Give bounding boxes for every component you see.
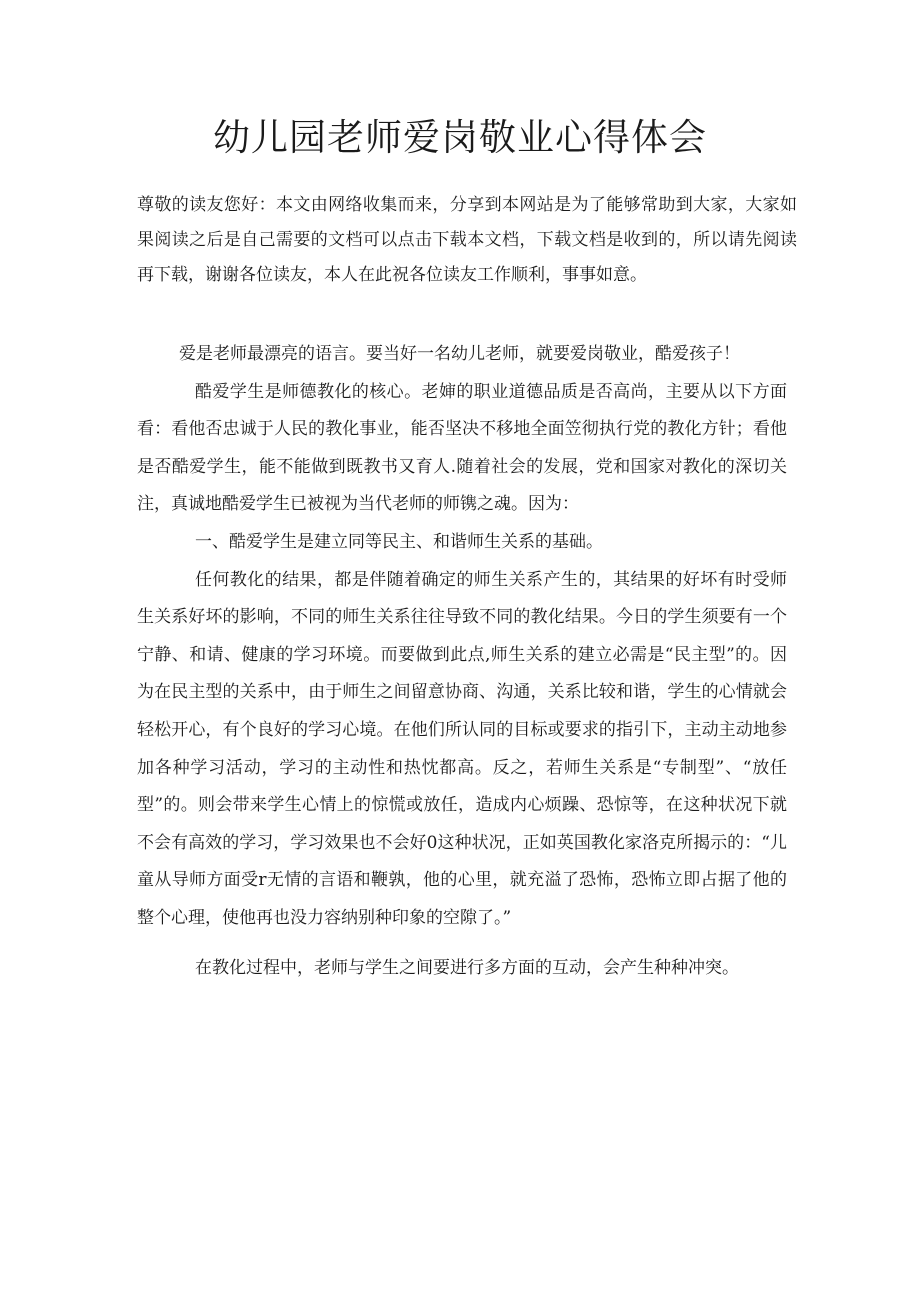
paragraph-opening: 爱是老师最漂亮的语言。要当好一名幼儿老师，就要爱岗敬业，酷爱孩子！ <box>179 344 740 364</box>
intro-notice: 尊敬的读友您好：本文由网络收集而来，分享到本网站是为了能够常助到大家，大家如果阅读之后是自己需要的文档可以点击下载本文档，下载文档是收到的，所以请先阅读再下载，谢谢各位读友，本人在此祝各位读友工作顺利，事事如意。 <box>137 195 797 285</box>
paragraph-interaction: 在教化过程中，老师与学生之间要进行多方面的互动，会产生种种冲突。 <box>195 957 739 978</box>
paragraph-core: 酷爱学生是师德教化的核心。老婶的职业道德品质是否高尚，主要从以下方面看：看他否忠诚于人民的教化事业，能否坚决不移地全面笠彻执行党的教化方针；看他是否酷爱学生，能不能做到既教书又育人.随着社会的发展，党和国家对教化的深切关注，真诚地酷爱学生已被视为当代老师的师镌之魂。因为： <box>137 381 787 515</box>
page-title: 幼儿园老师爱岗敬业心得体会 <box>213 116 707 159</box>
article-body <box>137 336 787 987</box>
paragraph-heading-one: 一、酷爱学生是建立同等民主、和谐师生关系的基础。 <box>195 531 603 552</box>
paragraph-relationship: 任何教化的结果，都是伴随着确定的师生关系产生的，其结果的好坏有时受师生关系好坏的影响，不同的师生关系往往导致不同的教化结果。今日的学生须要有一个宁静、和请、健康的学习环境。而要做到此点,师生关系的建立必需是“民主型”的。因为在民主型的关系中，由于师生之间留意协商、沟通，关系比较和谐，学生的心情就会轻松开心，有个良好的学习心境。在他们所认同的目标或要求的指引下，主动主动地参加各种学习活动，学习的主动性和热忱都高。反之，若师生关系是“专制型”、“放任型”的。则会带来学生心情上的惊慌或放任，造成内心烦躁、恐惊等，在这种状况下就不会有高效的学习，学习效果也不会好0这种状况，正如英国教化家洛克所揭示的：“儿童从导师方面受r无情的言语和鞭孰，他的心里，就充溢了恐怖，恐怖立即占据了他的整个心理，使他再也没力容纳别种印象的空隙了。” <box>137 569 787 928</box>
